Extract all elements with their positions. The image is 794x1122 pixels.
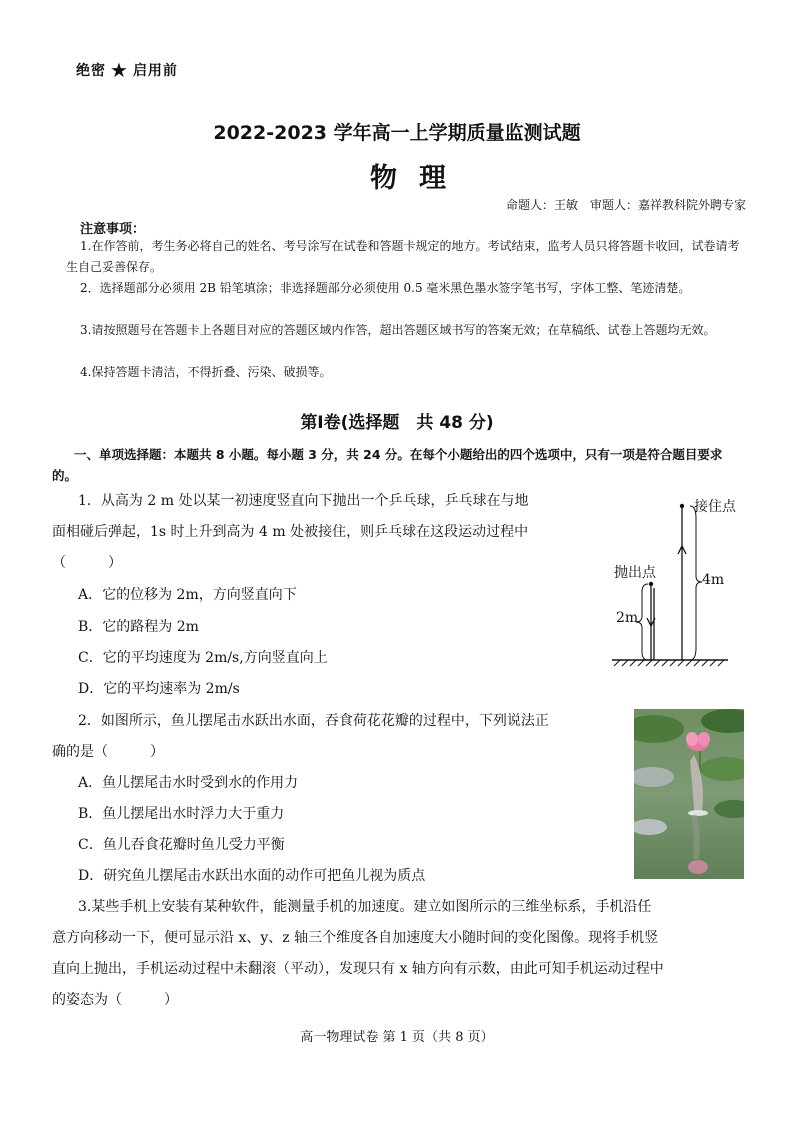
height-4m-label: 4m: [702, 572, 725, 588]
throw-point-label: 抛出点: [614, 565, 656, 581]
question-1-line: 面相碰后弹起，1s 时上升到高为 4 m 处被接住，则乒乓球在这段运动过程中: [52, 524, 529, 540]
question-1-option-a: A．它的位移为 2m，方向竖直向下: [78, 587, 297, 603]
notice-item: 3.请按照题号在答题卡上各题目对应的答题区域内作答，超出答题区域书写的答案无效；在草稿纸、试卷上答题均无效。: [80, 323, 716, 337]
section-title: 第Ⅰ卷(选择题 共 48 分): [300, 413, 494, 433]
question-2-option-a: A．鱼儿摆尾击水时受到水的作用力: [78, 775, 299, 791]
confidential-mark: [76, 60, 178, 80]
exam-title: 2022-2023 学年高一上学期质量监测试题: [213, 122, 581, 144]
question-1-option-d: D．它的平均速率为 2m/s: [78, 681, 240, 697]
question-3-line: 意方向移动一下，便可显示沿 x、y、z 轴三个维度各自加速度大小随时间的变化图像。现将手机竖: [52, 930, 659, 946]
question-3-line: 3.某些手机上安装有某种软件，能测量手机的加速度。建立如图所示的三维坐标系，手机沿任: [78, 899, 652, 915]
height-2m-label: 2m: [616, 610, 639, 626]
question-2-option-b: B．鱼儿摆尾出水时浮力大于重力: [78, 806, 285, 822]
section-instructions: 一、单项选择题：本题共 8 小题。每小题 3 分，共 24 分。在每个小题给出的四个选项中，只有一项是符合题目要求的。: [52, 447, 723, 483]
question-2-option-d: D．研究鱼儿摆尾击水跃出水面的动作可把鱼儿视为质点: [78, 868, 426, 884]
question-1-answer-bracket: （ ）: [52, 555, 122, 571]
fish-lotus-photo: [634, 709, 744, 879]
catch-point-label: 接住点: [694, 499, 736, 515]
notice-item: 1.在作答前，考生务必将自己的姓名、考号涂写在试卷和答题卡规定的地方。考试结束，监考人员只将答题卡收回，试卷请考生自己妥善保存。: [66, 239, 740, 274]
question-2-line: 2．如图所示，鱼儿摆尾击水跃出水面，吞食荷花花瓣的过程中，下列说法正: [78, 713, 549, 729]
confidential-right: 启用前: [132, 63, 178, 79]
page-footer: 高一物理试卷 第 1 页（共 8 页）: [300, 1030, 494, 1045]
notice-item: 4.保持答题卡清洁，不得折叠、污染、破损等。: [80, 365, 332, 379]
question-2-option-c: C．鱼儿吞食花瓣时鱼儿受力平衡: [78, 837, 285, 853]
question-3-line: 直向上抛出，手机运动过程中未翻滚（平动），发现只有 x 轴方向有示数，由此可知手机运动过程中: [52, 961, 664, 977]
notice-item: 2．选择题部分必须用 2B 铅笔填涂；非选择题部分必须使用 0.5 毫米黑色墨水签字笔书写，字体工整、笔迹清楚。: [80, 281, 691, 295]
question-3-line: 的姿态为（ ）: [52, 992, 178, 1008]
question-1-option-c: C．它的平均速度为 2m/s,方向竖直向上: [78, 650, 328, 666]
exam-subject: 物理: [370, 163, 468, 194]
notice-heading: 注意事项：: [80, 222, 146, 237]
ball-trajectory-diagram: [606, 492, 756, 672]
star-icon: ★: [110, 58, 129, 82]
confidential-left: 绝密: [76, 63, 106, 79]
question-1-option-b: B．它的路程为 2m: [78, 619, 199, 635]
exam-authors: 命题人：王敏 审题人：嘉祥教科院外聘专家: [505, 198, 746, 212]
question-2-line: 确的是（ ）: [52, 744, 164, 760]
question-1-line: 1．从高为 2 m 处以某一初速度竖直向下抛出一个乒乓球，乒乓球在与地: [78, 493, 529, 509]
